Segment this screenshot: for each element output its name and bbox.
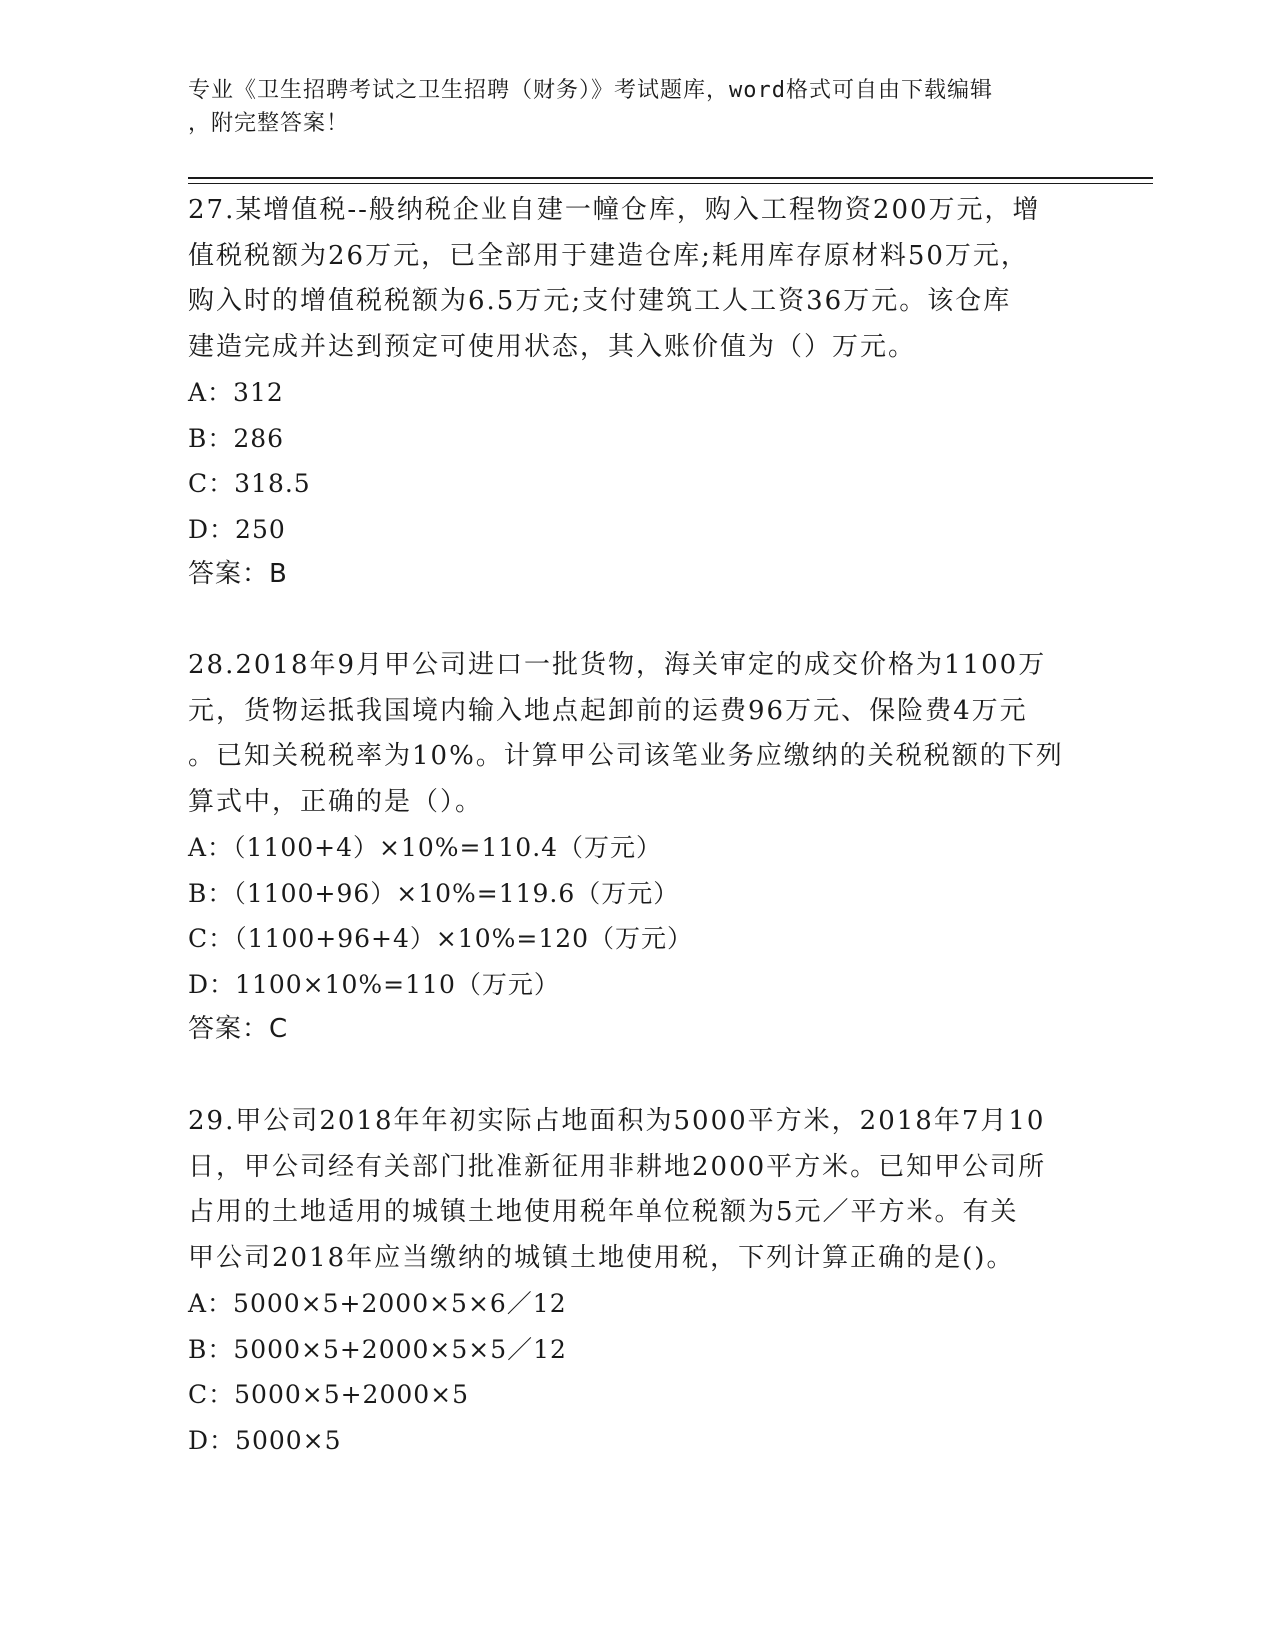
option-a: A：（1100+4）×10%=110.4（万元） bbox=[188, 833, 663, 862]
question-stem-line: 值税税额为26万元，已全部用于建造仓库;耗用库存原材料50万元， bbox=[188, 240, 1029, 271]
option-c: C：318.5 bbox=[188, 469, 311, 498]
question-stem-line: 日，甲公司经有关部门批准新征用非耕地2000平方米。已知甲公司所 bbox=[188, 1151, 1047, 1182]
question-stem-line: 购入时的增值税税额为6.5万元;支付建筑工人工资36万元。该仓库 bbox=[188, 286, 1012, 316]
document-header bbox=[188, 74, 1068, 140]
question-stem-line: 甲公司2018年应当缴纳的城镇土地使用税，下列计算正确的是()。 bbox=[188, 1242, 1015, 1273]
header-divider bbox=[188, 177, 1153, 179]
option-d: D：250 bbox=[188, 514, 286, 544]
question-stem-line: 建造完成并达到预定可使用状态，其入账价值为（）万元。 bbox=[188, 331, 917, 362]
option-b: B：5000×5+2000×5×5／12 bbox=[188, 1334, 567, 1364]
question-28 bbox=[188, 643, 1088, 1053]
question-stem-line: 29.甲公司2018年年初实际占地面积为5000平方米，2018年7月10 bbox=[188, 1106, 1046, 1136]
question-stem-line: 元，货物运抵我国境内输入地点起卸前的运费96万元、保险费4万元 bbox=[188, 695, 1028, 726]
answer-label: 答案：B bbox=[188, 559, 288, 589]
question-stem-line: 算式中，正确的是（）。 bbox=[188, 786, 484, 817]
question-stem-line: 27.某增值税--般纳税企业自建一幢仓库，购入工程物资200万元，增 bbox=[188, 195, 1041, 225]
answer-label: 答案：C bbox=[188, 1014, 289, 1044]
option-b: B：（1100+96）×10%=119.6（万元） bbox=[188, 878, 680, 908]
question-stem-line: 占用的土地适用的城镇土地使用税年单位税额为5元／平方米。有关 bbox=[188, 1197, 1019, 1227]
header-line-2: ，附完整答案！ bbox=[188, 111, 350, 136]
option-c: C：（1100+96+4）×10%=120（万元） bbox=[188, 924, 694, 953]
option-b: B：286 bbox=[188, 423, 285, 453]
question-stem-line: 28.2018年9月甲公司进口一批货物，海关审定的成交价格为1100万 bbox=[188, 650, 1047, 680]
option-d: D：5000×5 bbox=[188, 1425, 342, 1455]
option-a: A：5000×5+2000×5×6／12 bbox=[188, 1289, 567, 1318]
option-d: D：1100×10%=110（万元） bbox=[188, 969, 560, 999]
header-divider-thin bbox=[188, 183, 1153, 184]
option-c: C：5000×5+2000×5 bbox=[188, 1380, 470, 1409]
question-27 bbox=[188, 188, 1088, 598]
header-line-1: 专业《卫生招聘考试之卫生招聘（财务）》考试题库，word格式可自由下载编辑 bbox=[188, 78, 993, 103]
question-stem-line: 。已知关税税率为10%。计算甲公司该笔业务应缴纳的关税税额的下列 bbox=[188, 741, 1064, 771]
option-a: A：312 bbox=[188, 378, 284, 407]
question-29 bbox=[188, 1099, 1088, 1463]
